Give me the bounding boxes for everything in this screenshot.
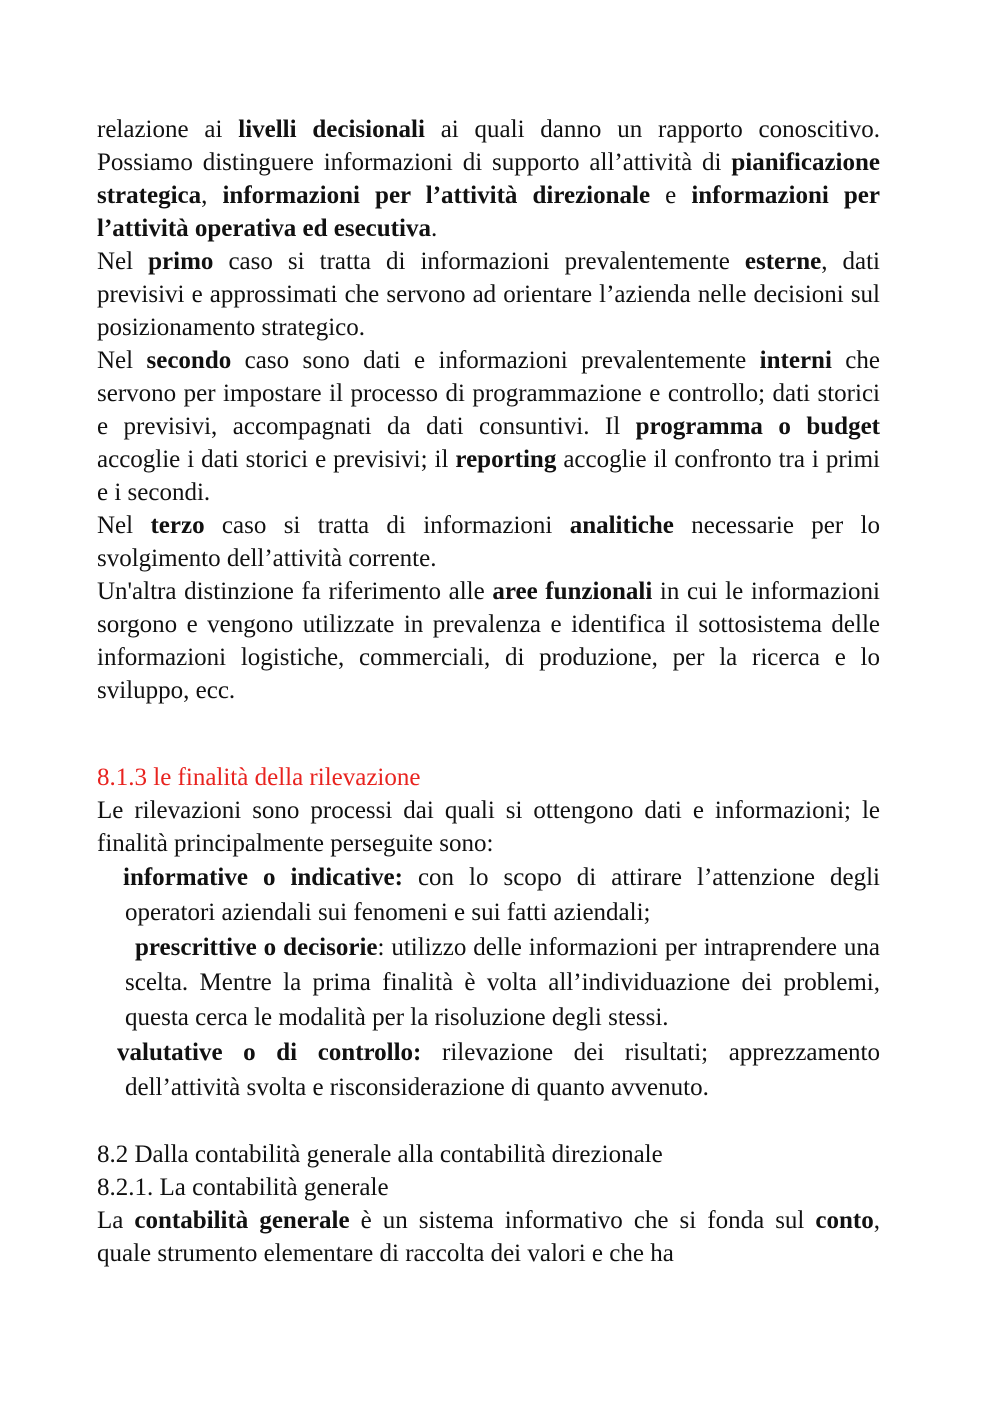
bold-text: contabilità generale <box>134 1207 350 1234</box>
bold-text: aree funzionali <box>492 578 653 605</box>
list-item-bold: prescrittive o decisorie <box>135 934 378 961</box>
list-item <box>97 860 880 930</box>
text: in cui le informazioni sorgono e vengono utilizzate in prevalenza e identifica il sottosistema delle informazioni logistiche, commerciali, di produzione, per la ricerca e lo sviluppo, ecc. <box>97 578 880 704</box>
text: caso sono dati e informazioni prevalentemente <box>231 347 760 374</box>
section-intro: Le rilevazioni sono processi dai quali si ottengono dati e informazioni; le finalità principalmente perseguite sono: <box>97 797 880 857</box>
text: caso si tratta di informazioni <box>204 512 570 539</box>
bold-text: terzo <box>150 512 205 539</box>
text: caso si tratta di informazioni prevalentemente <box>213 248 745 275</box>
document-page <box>97 113 899 1270</box>
bold-text: livelli decisionali <box>238 116 425 143</box>
text: ai quali danno un rapporto conoscitivo. Possiamo distinguere informazioni di supporto all’attività di <box>97 116 880 176</box>
bold-text: informazioni per l’attività direzionale <box>222 182 651 209</box>
text: , <box>201 182 223 209</box>
paragraph-functional-areas <box>97 575 880 707</box>
text: . <box>430 215 438 242</box>
bold-text: conto <box>815 1207 874 1234</box>
text: necessarie per lo svolgimento dell’attività corrente. <box>97 512 880 572</box>
bold-text: programma o budget <box>635 413 880 440</box>
text: , quale strumento elementare di raccolta dei valori e che ha <box>97 1207 899 1267</box>
text: Nel <box>97 512 151 539</box>
list-item-bold: informative o indicative: <box>123 864 403 891</box>
bold-text: primo <box>148 248 214 275</box>
paragraph-decision-levels <box>97 113 880 245</box>
paragraph-first-case <box>97 245 880 344</box>
text: accoglie i dati storici e previsivi; il <box>97 446 456 473</box>
paragraph-general-accounting <box>97 1204 899 1270</box>
spacer <box>97 707 880 761</box>
bold-text: informazioni per l’attività operativa ed esecutiva <box>97 182 880 242</box>
bold-text: secondo <box>146 347 232 374</box>
subsection-heading-821: 8.2.1. La contabilità generale <box>97 1174 389 1201</box>
list-item-bold: valutative o di controllo: <box>117 1039 422 1066</box>
text: , dati previsivi e approssimati che servono ad orientare l’azienda nelle decisioni sul posizionamento strategico. <box>97 248 880 341</box>
section-heading-82: 8.2 Dalla contabilità generale alla contabilità direzionale <box>97 1141 663 1168</box>
section-heading-813: 8.1.3 le finalità della rilevazione <box>97 764 421 791</box>
list-item <box>97 1035 880 1105</box>
text: Nel <box>97 347 147 374</box>
text: relazione ai <box>97 116 239 143</box>
text: accoglie il confronto tra i primi e i secondi. <box>97 446 880 506</box>
bold-text: interni <box>759 347 832 374</box>
list-item-text: : utilizzo delle informazioni per intraprendere una scelta. Mentre la prima finalità è volta all’individuazione dei problemi, questa cerca le modalità per la risoluzione degli stessi. <box>125 934 880 1031</box>
text: è un sistema informativo che si fonda sul <box>349 1207 816 1234</box>
bold-text: analitiche <box>569 512 674 539</box>
bold-text: pianificazione strategica <box>97 149 880 209</box>
text: e <box>650 182 692 209</box>
paragraph-third-case <box>97 509 880 575</box>
bold-text: esterne <box>744 248 822 275</box>
text: che servono per impostare il processo di programmazione e controllo; dati storici e previsivi, accompagnati da dati consuntivi. Il <box>97 347 880 440</box>
paragraph-second-case <box>97 344 880 509</box>
bold-text: reporting <box>455 446 557 473</box>
spacer <box>97 1105 880 1138</box>
text: Nel <box>97 248 149 275</box>
text: La <box>97 1207 135 1234</box>
list-item-text: con lo scopo di attirare l’attenzione degli operatori aziendali sui fenomeni e sui fatti aziendali; <box>125 864 880 926</box>
text: Un'altra distinzione fa riferimento alle <box>97 578 493 605</box>
list-item <box>97 930 880 1035</box>
list-item-text: rilevazione dei risultati; apprezzamento dell’attività svolta e risconsiderazione di quanto avvenuto. <box>125 1039 881 1101</box>
